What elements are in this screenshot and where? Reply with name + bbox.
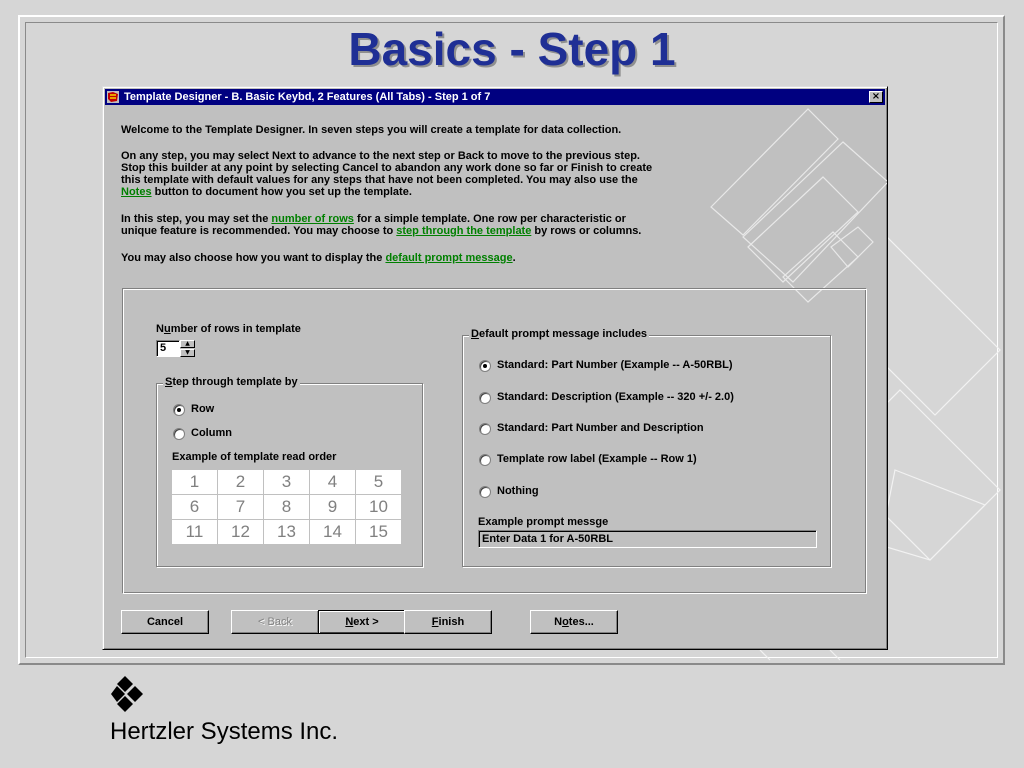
number-of-rows-link[interactable]: number of rows <box>271 213 354 225</box>
read-order-grid <box>171 469 402 545</box>
intro-p3-line-2-pre: unique feature is recommended. You may choose to <box>121 225 397 237</box>
intro-p3-line-2-post: by rows or columns. <box>531 225 642 237</box>
intro-p3-line-1 <box>121 213 711 225</box>
company-name: Hertzler Systems Inc. <box>110 718 339 745</box>
back-button[interactable]: < Back <box>231 610 319 634</box>
next-accel: N <box>345 616 354 628</box>
grid-cell: 10 <box>356 495 402 520</box>
prompt-option-label[interactable]: Template row label (Example -- Row 1) <box>497 453 697 465</box>
prompt-option-radio[interactable] <box>479 486 491 498</box>
prompt-option-label[interactable]: Standard: Part Number and Description <box>497 422 704 434</box>
grid-cell: 8 <box>264 495 310 520</box>
grid-cell: 2 <box>218 470 264 495</box>
step-label-accel: S <box>165 376 173 388</box>
grid-cell: 9 <box>310 495 356 520</box>
grid-cell: 11 <box>172 520 218 545</box>
intro-p4-post: . <box>512 252 516 264</box>
intro-p2-line-4-text: button to document how you set up the template. <box>151 186 412 198</box>
example-prompt-field: Enter Data 1 for A-50RBL <box>478 530 817 548</box>
slide-title: Basics - Step 1 <box>348 23 676 75</box>
notes-label: tes... <box>568 616 594 628</box>
grid-cell: 14 <box>310 520 356 545</box>
step-through-group <box>156 376 423 567</box>
intro-p4-pre: You may also choose how you want to display the <box>121 252 386 264</box>
step-through-group-label <box>163 376 300 388</box>
grid-cell: 3 <box>264 470 310 495</box>
intro-p3-mid: for a simple template. One row per characteristic or <box>353 213 626 225</box>
grid-row <box>172 470 402 495</box>
step-through-template-link[interactable]: step through the template <box>396 225 532 237</box>
notes-pre: N <box>554 616 563 628</box>
grid-row <box>172 520 402 545</box>
template-designer-dialog <box>102 86 888 650</box>
column-radio-label[interactable]: Column <box>191 427 232 439</box>
rows-label-pre: N <box>156 323 164 335</box>
intro-paragraph-1: Welcome to the Template Designer. In seven steps you will create a template for data collection. <box>121 124 622 136</box>
rows-label-post: mber of rows in template <box>170 323 301 335</box>
finish-button[interactable] <box>404 610 492 634</box>
column-radio[interactable] <box>173 428 185 440</box>
rows-label-accel: u <box>163 323 171 335</box>
prompt-message-group <box>462 328 831 567</box>
row-radio-label[interactable]: Row <box>191 403 215 415</box>
grid-cell: 5 <box>356 470 402 495</box>
rows-input[interactable]: 5 <box>156 340 180 357</box>
grid-cell: 1 <box>172 470 218 495</box>
grid-cell: 13 <box>264 520 310 545</box>
prompt-option-label[interactable]: Standard: Description (Example -- 320 +/- 2.0) <box>497 391 734 403</box>
intro-p2-line-2: Stop this builder at any point by selecting Cancel to abandon any work done so far or Finish to create <box>121 162 653 174</box>
intro-p3-line-2 <box>121 225 711 237</box>
prompt-option-radio[interactable] <box>479 454 491 466</box>
prompt-option-radio[interactable] <box>479 423 491 435</box>
rows-spinner[interactable] <box>156 340 196 357</box>
intro-paragraph-3 <box>121 213 711 237</box>
prompt-label-post: efault prompt message includes <box>478 328 648 340</box>
prompt-option-label[interactable]: Nothing <box>497 485 539 497</box>
intro-p2-line-4 <box>121 186 711 198</box>
notes-link[interactable]: Notes <box>121 186 152 198</box>
next-button[interactable] <box>318 610 406 634</box>
grid-cell: 6 <box>172 495 218 520</box>
grid-cell: 12 <box>218 520 264 545</box>
company-logo-icon <box>111 676 157 716</box>
intro-paragraph-2 <box>121 150 711 198</box>
grid-cell: 4 <box>310 470 356 495</box>
step-label-post: tep through template by <box>172 376 298 388</box>
cancel-button[interactable]: Cancel <box>121 610 209 634</box>
notes-button[interactable] <box>530 610 618 634</box>
settings-panel <box>122 288 867 594</box>
read-order-label: Example of template read order <box>172 451 337 463</box>
prompt-option-label[interactable]: Standard: Part Number (Example -- A-50RBL) <box>497 359 733 371</box>
prompt-option-radio[interactable] <box>479 360 491 372</box>
intro-paragraph-4 <box>121 252 711 264</box>
intro-p3-pre: In this step, you may set the <box>121 213 272 225</box>
grid-row <box>172 495 402 520</box>
finish-label: inish <box>438 616 465 628</box>
spin-down-icon[interactable]: ▼ <box>180 349 195 357</box>
intro-p2-line-3: this template with default values for any steps that have not been completed. You may also use the <box>121 174 638 186</box>
default-prompt-message-link[interactable]: default prompt message <box>385 252 513 264</box>
example-prompt-label: Example prompt messge <box>478 516 609 528</box>
grid-cell: 7 <box>218 495 264 520</box>
rows-spinner-buttons <box>180 340 195 357</box>
notes-accel: o <box>562 616 569 628</box>
intro-p2-line-1: On any step, you may select Next to advance to the next step or Back to move to the previous step. <box>121 150 640 162</box>
rows-label <box>156 323 301 335</box>
prompt-option-radio[interactable] <box>479 392 491 404</box>
prompt-group-label <box>469 328 649 340</box>
row-radio[interactable] <box>173 404 185 416</box>
prompt-label-accel: D <box>471 328 479 340</box>
finish-accel: F <box>431 616 439 628</box>
next-label: ext > <box>353 616 379 628</box>
spin-up-icon[interactable]: ▲ <box>180 340 195 348</box>
grid-cell: 15 <box>356 520 402 545</box>
window-title: Template Designer - B. Basic Keybd, 2 Features (All Tabs) - Step 1 of 7 <box>124 91 491 103</box>
close-button[interactable]: × <box>869 91 883 103</box>
